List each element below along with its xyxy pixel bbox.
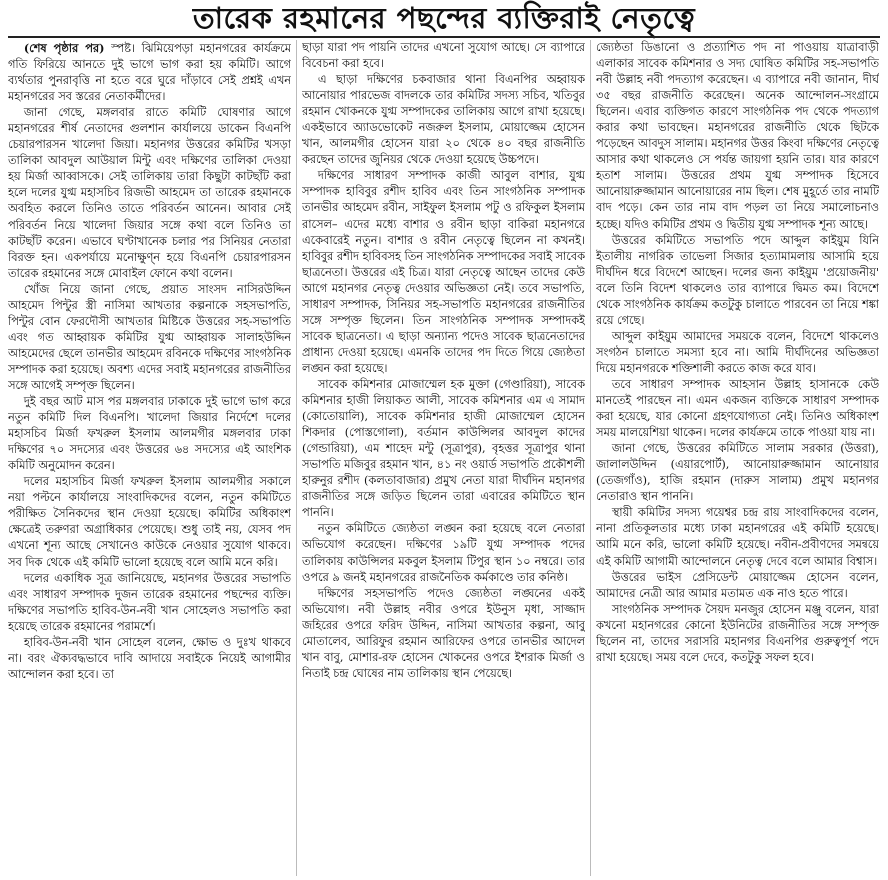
article-paragraph	[302, 586, 585, 682]
paragraph-text: দুই বছর আট মাস পর মঙ্গলবার ঢাকাকে দুই ভাগে ভাগ করে নতুন কমিটি দিল বিএনপি। খালেদা জিয়ার নির্দেশে দলের মহাসচিব মির্জা ফখরুল ইসলাম আলমগীর মঙ্গলবার ঢাকা দক্ষিণের ৭০ সদস্যের এবং উত্তরের ৬৪ সদস্যের এই আংশিক কমিটি অনুমোদন করেন।	[8, 395, 291, 473]
paragraph-text: স্থায়ী কমিটির সদস্য গয়েশ্বর চন্দ্র রায় সাংবাদিকদের বলেন, নানা প্রতিকূলতার মধ্যে ঢাকা মহানগরের এই কমিটি হয়েছে। আমি মনে করি, ভালো কমিটি হয়েছে। নবীন-প্রবীণদের সমন্বয়ে এই কমিটি আগামী আন্দোলনে নেতৃত্ব দেবে বলে আমার বিশ্বাস।	[596, 506, 879, 568]
article-paragraph	[8, 40, 291, 105]
paragraph-text: দক্ষিণের সাধারণ সম্পাদক কাজী আবুল বাশার, যুগ্ম সম্পাদক হাবিবুর রশীদ হাবিব এবং তিন সাংগঠনিক সম্পাদক তানভীর আহমেদ রবীন, সাইফুল ইসলাম পটু ও রফিকুল ইসলাম রাসেল– এদের মধ্যে বাশার ও রবীন ছাড়া বাকিরা মহানগরে একেবারেই নতুন। বাশার ও রবীন নেতৃত্বে ছিলেন না কখনই। হাবিবুর রশীদ হাবিবসহ তিন সাংগঠনিক সম্পাদকের সবাই সাবেক ছাত্রনেতা। উত্তরের এই চিত্র। যারা নেতৃত্বে আছেন তাদের কেউ আগে মহানগর নেতৃত্ব দেওয়ার অভিজ্ঞতা নেই। তবে সভাপতি, সাধারণ সম্পাদক, সিনিয়র সহ-সভাপতি মহানগরের রাজনীতির সঙ্গে সম্পৃক্ত ছিলেন। তিন সাংগঠনিক সম্পাদক সম্পাদকই সাবেক ছাত্রনেতা। এ ছাড়া অন্যান্য পদেও সাবেক ছাত্রনেতাদের প্রাধান্য দেওয়া হয়েছে। এমনকি তাদের পদ দিতে গিয়ে জ্যেষ্ঠতা লঙ্ঘন করা হয়েছে।	[302, 169, 585, 375]
paragraph-text: উত্তরের কমিটিতে সভাপতি পদে আব্দুল কাইয়ুম যিনি ইতালীয় নাগরিক তাভেলা সিজার হত্যামামলায় আসামি হয়ে দীর্ঘদিন ধরে বিদেশে আছেন। দলের জন্য কাইয়ুম 'প্রয়োজনীয়' বলে তিনি বিদেশ থাকলেও তার ব্যাপারে দ্বিমত কম। বিদেশে থেকে সাংগঠনিক কার্যক্রম কতটুকু চালাতে পারবেন তা নিয়ে শঙ্কা রয়ে গেছে।	[596, 233, 879, 327]
paragraph-text: উত্তরের ভাইস প্রেসিডেন্ট মোয়াজ্জেম হোসেন বলেন, আমাদের নেত্রী আর আমার মতামত এক নাও হতে পারে।	[596, 570, 879, 600]
paragraph-text: দলের মহাসচিব মির্জা ফখরুল ইসলাম আলমগীর সকালে নয়া পল্টনে কার্যালয়ে সাংবাদিকদের বলেন, নতুন কমিটিতে পরীক্ষিত সৈনিকদের স্থান দেওয়া হয়েছে। কমিটির অধিকাংশ ক্ষেত্রেই তরুণরা অগ্রাধিকার পেয়েছে। শুধু তাই নয়, যেসব পদ এখনো শূন্য আছে সেখানেও কাউকে নেওয়ার সুযোগ থাকবে। সব দিক থেকে এই কমিটি ভালো হয়েছে বলে আমি মনে করি।	[8, 475, 291, 569]
paragraph-text: তবে সাধারণ সম্পাদক আহসান উল্লাহ হাসানকে কেউ মানতেই পারছেন না। এমন একজন ব্যক্তিকে সাধারণ সম্পাদক করা হয়েছে, যার কোনো গ্রহণযোগ্যতা নেই। তিনিও অধিকাংশ সময় মালয়েশিয়া থাকেন। দলের কার্যক্রমে তাকে পাওয়া যায় না।	[596, 377, 879, 440]
article-paragraph	[596, 441, 879, 505]
column-separator	[296, 40, 297, 876]
article-paragraph	[596, 233, 879, 329]
article-paragraph	[8, 571, 291, 635]
article-paragraph	[8, 105, 291, 282]
article-paragraph	[302, 521, 585, 585]
article-paragraph	[8, 474, 291, 570]
paragraph-text: সাবেক কমিশনার মোজাম্মেল হক মুক্তা (গেণ্ডারিয়া), সাবেক কমিশনার হাজী লিয়াকত আলী, সাবেক কমিশনার এম এ সামাদ (কোতোয়ালি), সাবেক কমিশনার হাজী মোজাম্মেল হোসেন শিকদার (পোস্তগোলা), বর্তমান কাউন্সিলর আবদুল কাদের (গেন্ডারিয়া), এম শাহেদ মন্টু (সূত্রাপুর), বৃহত্তর সূত্রাপুর থানা সভাপতি মজিবুর রহমান খান, ৪১ নং ওয়ার্ড সভাপতি প্রকৌশলী হারুনুর রশীদ (কলতাবাজার) প্রমুখ নেতা যারা দীর্ঘদিন মহানগর রাজনীতির সঙ্গে জড়িত ছিলেন তারা এবারের কমিটিতে স্থান পাননি।	[302, 377, 585, 520]
paragraph-text: জ্যেষ্ঠতা ডিঙানো ও প্রত্যাশিত পদ না পাওয়ায় যাত্রাবাড়ী এলাকার সাবেক কমিশনার ও সদ্য ঘোষিত কমিটির সহ-সভাপতি নবী উল্লাহ নবী পদত্যাগ করেছেন। এ ব্যাপারে নবী জানান, দীর্ঘ ৩৫ বছর রাজনীতি করেছেন। অনেক আন্দোলন-সংগ্রামে ছিলেন। এবার ব্যক্তিগত কারণে সাংগঠনিক পদ থেকে পদত্যাগ করার কথা ভাবছেন। মহানগরের রাজনীতি থেকে ছিটকে পড়েছেন আবদুস সালাম। মহানগর উত্তর কিংবা দক্ষিণের নেতৃত্বে আসার কথা থাকলেও সে পর্যন্ত জায়গা হয়নি তার। যার কারণে হতাশ সালাম। উত্তরের প্রথম যুগ্ম সম্পাদক হিসেবে আনোয়ারুজ্জামান আনোয়ারের নাম ছিল। শেষ মুহূর্তে তার নামটি বাদ পড়ে। কেন তার নাম বাদ পড়ল তা নিয়ে সমালোচনাও হচ্ছে। যদিও কমিটির প্রথম ও দ্বিতীয় যুগ্ম সম্পাদক শূন্য আছে।	[596, 41, 879, 231]
headline-rule	[8, 36, 880, 38]
paragraph-text: দলের একাধিক সূত্র জানিয়েছে, মহানগর উত্তরের সভাপতি এবং সাধারণ সম্পাদক দুজন তারেক রহমানের পছন্দের ব্যক্তি। দক্ষিণের সভাপতি হাবিব-উন-নবী খান সোহেলও সভাপতি করা হয়েছে তারেক রহমানের পরামর্শে।	[8, 571, 291, 633]
paragraph-text: স্পষ্ট। ঝিমিয়েপড়া মহানগরের কার্যক্রমে গতি ফিরিয়ে আনতে দুই ভাগে ভাগ করা হয় কমিটি। আগে ব্যর্থতার পুনরাবৃত্তি না হতে বরে ঘুরে দাঁড়াবে সেই প্রশ্নই এখন মহানগরের সব স্তরের নেতাকর্মীদের।	[8, 42, 291, 104]
paragraph-text: ছাড়া যারা পদ পায়নি তাদের এখনো সুযোগ আছে। সে ব্যাপারে বিবেচনা করা হবে।	[302, 41, 585, 71]
article-column-1	[8, 40, 291, 876]
article-column-3	[596, 40, 879, 876]
article-paragraph	[596, 329, 879, 377]
article-paragraph	[302, 377, 585, 521]
article-paragraph	[8, 635, 291, 683]
paragraph-text: দক্ষিণের সহসভাপতি পদেও জ্যেষ্ঠতা লঙ্ঘনের একই অভিযোগ। নবী উল্লাহ নবীর ওপরে ইউনুস মৃধা, সাজ্জাদ জহিরের ওপরে ফরিদ উদ্দিন, নাসিমা আখতার কল্পনা, আবু মোতালেব, আরিফুর রহমান আরিফের ওপরে তানভীর আদেল খান বাবু, মোশার-রফ হোসেন খোকনের ওপরে ইশরাক মির্জা ও নিতাই চন্দ্র ঘোষের নাম তালিকায় স্থান পেয়েছে।	[302, 586, 585, 680]
headline: তারেক রহমানের পছন্দের ব্যক্তিরাই নেতৃত্বে	[192, 1, 696, 35]
article-paragraph	[302, 72, 585, 168]
article-paragraph	[596, 570, 879, 602]
paragraph-text: নতুন কমিটিতে জ্যেষ্ঠতা লঙ্ঘন করা হয়েছে বলে নেতারা অভিযোগ করেছেন। দক্ষিণের ১৯টি যুগ্ম সম্পাদক পদের তালিকায় কাউন্সিলর মকবুল ইসলাম টিপুর স্থান ১০ নম্বরে। তার ওপরে ৯ জনই মহানগরের রাজনৈতিক কর্মকাণ্ডে তার কনিষ্ঠ।	[302, 522, 585, 584]
paragraph-text: আব্দুল কাইয়ুম আমাদের সময়কে বলেন, বিদেশে থাকলেও সংগঠন চালাতে সমস্যা হবে না। আমি দীর্ঘদিনের অভিজ্ঞতা দিয়ে মহানগরকে শক্তিশালী করতে কাজ করে যাব।	[596, 329, 879, 375]
article-paragraph	[8, 282, 291, 394]
article-paragraph	[302, 168, 585, 377]
article-column-2	[302, 40, 585, 876]
paragraph-text: এ ছাড়া দক্ষিণের চকবাজার থানা বিএনপির অহ্বায়ক আনোয়ার পারভেজ বাদলকে তার কমিটির সদস্য সচিব, খতিবুর রহমান খোকনকে যুগ্ম সম্পাদকের তালিকায় আগে রাখা হয়েছে। একইভাবে অ্যাডভোকেট নজরুল ইসলাম, মোয়াজ্জেম হোসেন খান, আলমগীর হোসেন যারা ২০ থেকে ৪০ বছর রাজনীতি করছেন তাদের জুনিয়র থেকে দেওয়া হয়েছে উচ্চপদে।	[302, 73, 585, 167]
continued-from-label: (শেষ পৃষ্ঠার পর)	[23, 41, 105, 55]
article-paragraph	[596, 602, 879, 666]
article-paragraph	[302, 40, 585, 72]
paragraph-text: খোঁজ নিয়ে জানা গেছে, প্রয়াত সাংসদ নাসিরউদ্দিন আহমেদ পিন্টুর স্ত্রী নাসিমা আখতার কল্পনাকে সহসভাপতি, পিন্টুর বোন ফেরদৌসী আখতার মিষ্টিকে উত্তরের সহ-সভাপতি এবং গত আহ্বায়ক কমিটির যুগ্ম আহ্বায়ক সালাহউদ্দিন আহমেদের ছেলে তানভীর আহমেদ রবিনকে দক্ষিণের সাংগঠনিক সম্পাদক করা হয়েছে। অবশ্য এদের সবাই মহানগরের রাজনীতির সঙ্গে আগেই সম্পৃক্ত ছিলেন।	[8, 282, 291, 392]
paragraph-text: জানা গেছে, উত্তরের কমিটিতে সালাম সরকার (উত্তরা), জালালউদ্দিন (এয়ারপোর্ট), আনোয়ারুজ্জামান আনোয়ার (তেজগাঁও), হাজি রহমান (দারুস সালাম) প্রমুখ মহানগর নেতারাও স্থান পাননি।	[596, 442, 879, 504]
article-paragraph	[8, 394, 291, 474]
paragraph-text: হাবিব-উন-নবী খান সোহেল বলেন, ক্ষোভ ও দুঃখ থাকবে না। বরং ঐক্যবদ্ধভাবে দাবি আদায়ে সবাইকে নিয়েই আগামীর আন্দোলন করা হবে। তা	[8, 635, 291, 681]
column-separator	[590, 40, 591, 876]
paragraph-text: সাংগঠনিক সম্পাদক সৈয়দ মনজুর হোসেন মঞ্জু বলেন, যারা কখনো মহানগরের কোনো ইউনিটের রাজনীতির সঙ্গে সম্পৃক্ত ছিলেন না, তাদের সরাসরি মহানগর বিএনপির গুরুত্বপূর্ণ পদে রাখা হয়েছে। সময় বলে দেবে, কতটুকু সফল হবে।	[596, 602, 879, 664]
paragraph-text: জানা গেছে, মঙ্গলবার রাতে কমিটি ঘোষণার আগে মহানগরের শীর্ষ নেতাদের গুলশান কার্যালয়ে ডাকেন বিএনপি চেয়ারপারসন খালেদা জিয়া। মহানগর উত্তরের কমিটির খসড়া তালিকা আবদুল আউয়াল মিন্টু এবং দক্ষিণের তালিকা দেওয়া হয় মির্জা আব্বাসকে। সেই তালিকায় তারা কিছুটা কাটছাঁট করা হলে দলের যুগ্ম মহাসচিব রিজভী আহমেদ তা তারেক রহমানকে অবহিত করলে তিনিও তাতে পরিবর্তন আনেন। আবার সেই পরিবর্তন নিয়ে খালেদা জিয়ার সঙ্গে কথা বলে তিনিও তা কাটছাঁট করেন। এভাবে ঘণ্টাখানেক চলার পর সিনিয়র নেতারা বিরক্ত হন। একপর্যায়ে মনোক্ষুণ্ন হয়ে বিএনপি চেয়ারপারসন তারেক রহমানের সঙ্গে মোবাইল ফোনে কথা বলেন।	[8, 106, 291, 280]
article-paragraph	[596, 40, 879, 233]
article-paragraph	[596, 377, 879, 441]
article-paragraph	[596, 505, 879, 569]
